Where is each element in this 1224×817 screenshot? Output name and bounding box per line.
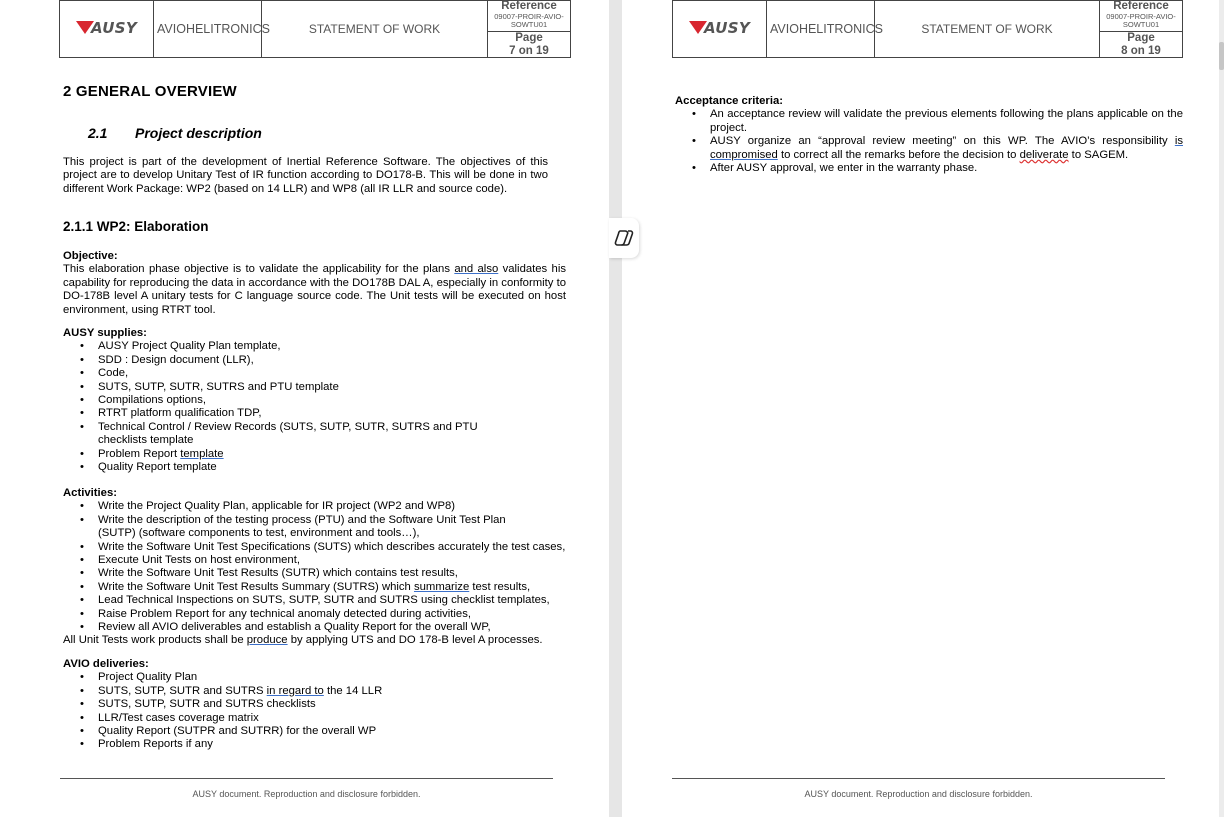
deliveries-list [63,671,566,751]
objective-text: This elaboration phase objective is to validate the applicability for the plans and also validates his capability for reproducing the data in accordance with the DO178B DAL A, especially in conformity to DO-178B level A unitary tests for C language source code. The Unit tests will be executed on host environment, using RTRT tool. [63,263,566,316]
page-footer: AUSY document. Reproduction and disclosure forbidden. [804,789,1033,799]
reference-cell [1100,1,1183,58]
footer-rule [60,778,553,779]
list-item: • Write the Software Unit Test Results Summary (SUTRS) which summarize test results, [63,581,566,594]
project-description: This project is part of the development of Inertial Reference Software. The objectives of this project are to develop Unitary Test of IR function according to DO178-B. This will be done in two different Work Package: WP2 (based on 14 LLR) and WP8 (all IR LLR and source code). [63,156,548,195]
copilot-button[interactable] [609,218,639,258]
deliveries-label: AVIO deliveries: [63,658,149,670]
page-gutter [609,0,622,817]
list-item: • Write the Project Quality Plan, applicable for IR project (WP2 and WP8) [63,500,566,513]
document-type: STATEMENT OF WORK [875,1,1100,58]
reference-label: Reference [1113,0,1169,12]
logo-cell [60,1,154,58]
reference-label: Reference [501,0,557,12]
vertical-scrollbar[interactable] [1219,0,1224,817]
logo-text: AUSY [704,18,750,37]
scrollbar-thumb[interactable] [1219,42,1224,70]
list-item: • Problem Report template [63,448,566,461]
page-header [672,0,1183,58]
acceptance-label: Acceptance criteria: [675,95,783,107]
logo-text: AUSY [91,18,137,37]
activities-list [63,500,566,634]
all-tests-note: All Unit Tests work products shall be produce by applying UTS and DO 178-B level A processes. [63,634,543,647]
ausy-logo [76,19,137,37]
list-item: • An acceptance review will validate the previous elements following the plans applicable on the project. [675,108,1183,135]
company-name: AVIOHELITRONICS [767,1,875,58]
list-item: • RTRT platform qualification TDP, [63,407,566,420]
list-item: • After AUSY approval, we enter in the warranty phase. [675,162,1183,175]
section-heading: 2 GENERAL OVERVIEW [63,83,237,100]
document-page-7 [0,0,609,817]
list-item: • AUSY Project Quality Plan template, [63,340,566,353]
ausy-logo [689,19,750,37]
acceptance-list [675,108,1183,175]
subsection-heading: Project description [135,125,262,141]
activities-block [63,487,566,648]
list-item: • Raise Problem Report for any technical anomaly detected during activities, [63,608,566,621]
acceptance-block [675,95,1183,175]
list-item: • Problem Reports if any [63,738,566,751]
list-item: • SUTS, SUTP, SUTR, SUTRS and PTU template [63,381,566,394]
page-number: 7 on 19 [509,45,549,57]
copilot-icon [614,228,634,248]
activities-label: Activities: [63,487,117,499]
list-item: • Quality Report template [63,461,566,474]
list-item: • SUTS, SUTP, SUTR and SUTRS checklists [63,698,566,711]
list-item: • Write the Software Unit Test Specifications (SUTS) which describes accurately the test cases, [63,541,566,554]
supplies-block [63,327,566,474]
list-item: • AUSY organize an “approval review meeting” on this WP. The AVIO’s responsibility is compromised to correct all the remarks before the decision to deliverate to SAGEM. [675,135,1183,162]
list-item: • Write the description of the testing process (PTU) and the Software Unit Test Plan (SUTP) (software components to test, environment and tools…), [63,514,543,541]
list-item: • SDD : Design document (LLR), [63,354,566,367]
list-item: • Technical Control / Review Records (SUTS, SUTP, SUTR, SUTRS and PTU checklists template [63,421,528,448]
logo-cell [673,1,767,58]
list-item: • Review all AVIO deliverables and establish a Quality Report for the overall WP, [63,621,566,634]
subsubsection-heading: 2.1.1 WP2: Elaboration [63,219,209,234]
reference-code: 09007-PROIR-AVIO-SOWTU01 [1106,11,1176,29]
reference-code: 09007-PROIR-AVIO-SOWTU01 [494,11,564,29]
reference-cell [488,1,571,58]
document-type: STATEMENT OF WORK [262,1,488,58]
company-name: AVIOHELITRONICS [154,1,262,58]
objective-block [63,250,566,317]
objective-label: Objective: [63,250,118,262]
list-item: • SUTS, SUTP, SUTR and SUTRS in regard to the 14 LLR [63,685,566,698]
page-header [59,0,571,58]
subsection-number: 2.1 [88,125,108,141]
list-item: • Execute Unit Tests on host environment, [63,554,566,567]
footer-rule [672,778,1165,779]
supplies-label: AUSY supplies: [63,327,147,339]
supplies-list [63,340,566,474]
list-item: • Quality Report (SUTPR and SUTRR) for the overall WP [63,725,566,738]
document-page-8 [622,0,1219,817]
list-item: • Write the Software Unit Test Results (SUTR) which contains test results, [63,567,566,580]
list-item: • LLR/Test cases coverage matrix [63,712,566,725]
page-number: 8 on 19 [1121,45,1161,57]
list-item: • Code, [63,367,566,380]
page-label: Page [1127,32,1155,44]
page-label: Page [515,32,543,44]
list-item: • Lead Technical Inspections on SUTS, SUTP, SUTR and SUTRS using checklist templates, [63,594,566,607]
deliveries-block [63,658,566,752]
list-item: • Compilations options, [63,394,566,407]
page-footer: AUSY document. Reproduction and disclosure forbidden. [192,789,421,799]
list-item: • Project Quality Plan [63,671,566,684]
